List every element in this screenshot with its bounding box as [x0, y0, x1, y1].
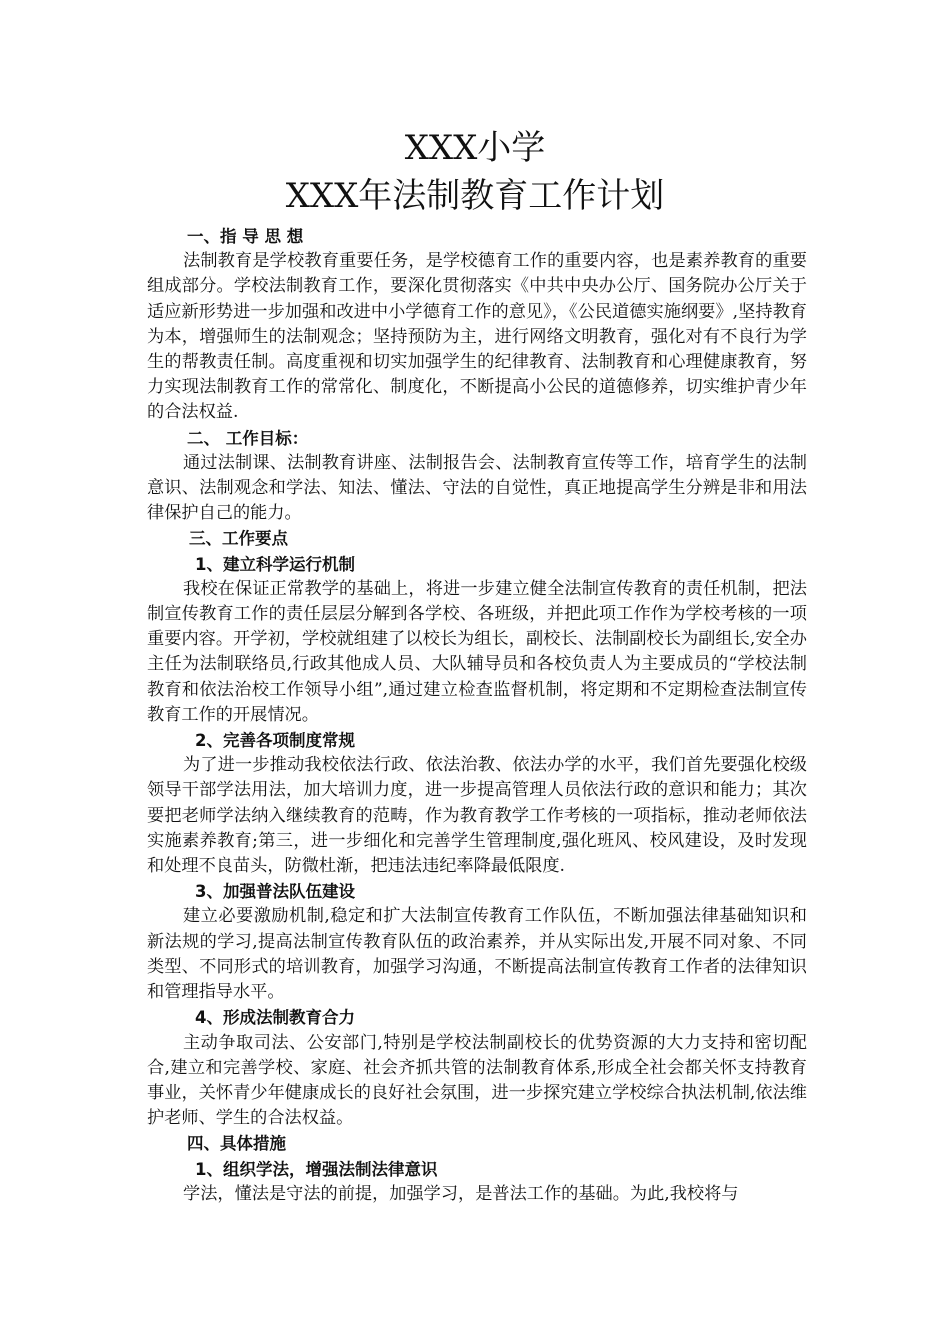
paragraph: 我校在保证正常教学的基础上，将进一步建立健全法制宣传教育的责任机制，把法制宣传教育工作的责任层层分解到各学校、各班级，并把此项工作作为学校考核的一项重要内容。开学初，学校就组建了以校长为组长，副校长、法制副校长为副组长,安全办主任为法制联络员,行政其他成人员、大队辅导员和各校负责人为主要成员的“学校法制教育和依法治校工作领导小组”,通过建立检查监督机制，将定期和不定期检查法制宣传教育工作的开展情况。 — [147, 578, 807, 725]
section-heading-3: 三、工作要点 — [189, 529, 288, 549]
document-body — [147, 224, 807, 1207]
subsection-heading: 4、形成法制教育合力 — [195, 1008, 355, 1028]
subsection-heading: 1、组织学法，增强法制法律意识 — [195, 1159, 438, 1179]
paragraph: 主动争取司法、公安部门,特别是学校法制副校长的优势资源的大力支持和密切配合,建立和完善学校、家庭、社会齐抓共管的法制教育体系,形成全社会都关怀支持教育事业，关怀青少年健康成长的良好社会氛围，进一步探究建立学校综合执法机制,依法维护老师、学生的合法权益。 — [147, 1032, 807, 1129]
paragraph: 建立必要激励机制,稳定和扩大法制宣传教育工作队伍，不断加强法律基础知识和新法规的学习,提高法制宣传教育队伍的政治素养，并从实际出发,开展不同对象、不同类型、不同形式的培训教育，加强学习沟通，不断提高法制宣传教育工作者的法律知识和管理指导水平。 — [147, 906, 807, 1003]
paragraph: 通过法制课、法制教育讲座、法制报告会、法制教育宣传等工作，培育学生的法制意识、法制观念和学法、知法、懂法、守法的自觉性，真正地提高学生分辨是非和用法律保护自己的能力。 — [147, 452, 807, 524]
school-title: XXX小学 — [404, 128, 546, 168]
section-heading-2: 二、 工作目标： — [187, 428, 309, 448]
paragraph: 学法，懂法是守法的前提，加强学习，是普法工作的基础。为此,我校将与 — [183, 1183, 739, 1204]
section-heading-4: 四、具体措施 — [187, 1134, 286, 1154]
paragraph: 为了进一步推动我校依法行政、依法治教、依法办学的水平，我们首先要强化校级领导干部学法用法，加大培训力度，进一步提高管理人员依法行政的意识和能力；其次要把老师学法纳入继续教育的范畴，作为教育教学工作考核的一项指标，推动老师依法实施素养教育;第三，进一步细化和完善学生管理制度,强化班风、校风建设，及时发现和处理不良苗头，防微杜渐，把违法违纪率降最低限度. — [147, 755, 807, 877]
subsection-heading: 1、建立科学运行机制 — [195, 554, 355, 574]
section-heading-1: 一、指 导 思 想 — [187, 227, 304, 246]
subsection-heading: 3、加强普法队伍建设 — [195, 882, 355, 902]
subsection-heading: 2、完善各项制度常规 — [195, 731, 355, 751]
plan-title: XXX年法制教育工作计划 — [285, 176, 665, 216]
paragraph: 法制教育是学校教育重要任务，是学校德育工作的重要内容，也是素养教育的重要组成部分。学校法制教育工作，要深化贯彻落实《中共中央办公厅、国务院办公厅关于适应新形势进一步加强和改进中小学德育工作的意见》，《公民道德实施纲要》,坚持教育为本，增强师生的法制观念；坚持预防为主，进行网络文明教育，强化对有不良行为学生的帮教责任制。高度重视和切实加强学生的纪律教育、法制教育和心理健康教育，努力实现法制教育工作的常常化、制度化，不断提高小公民的道德修养，切实维护青少年的合法权益. — [147, 251, 807, 423]
